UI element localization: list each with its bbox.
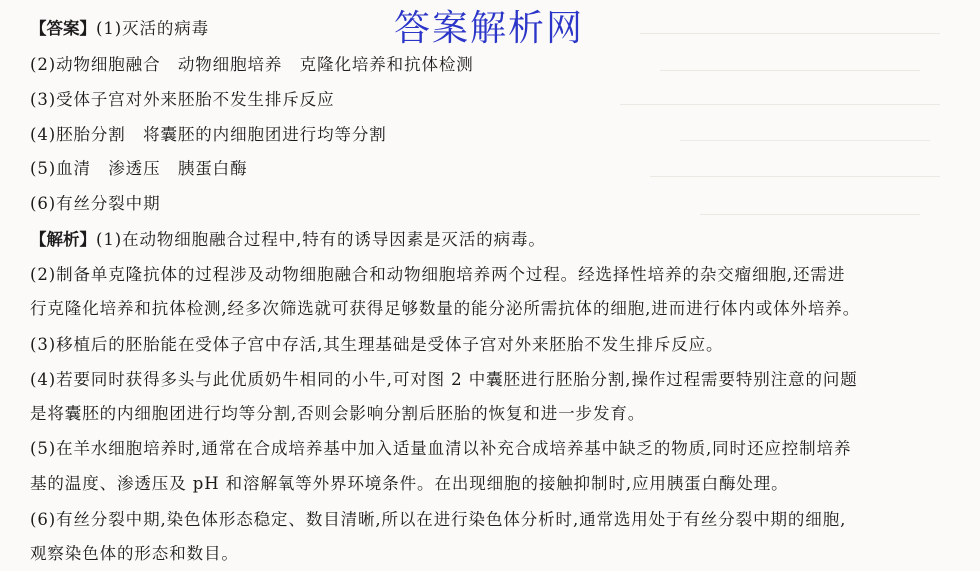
- answer-line-2: [30, 55, 474, 75]
- answer-line-3: [30, 90, 334, 110]
- analysis-text: 基的温度、渗透压及 pH 和溶解氧等外界环境条件。在出现细胞的接触抑制时,应用胰蛋白酶处理。: [30, 474, 789, 493]
- analysis-text: (6)有丝分裂中期,染色体形态稳定、数目清晰,所以在进行染色体分析时,通常选用处于有丝分裂中期的细胞,: [30, 510, 847, 529]
- analysis-line-4: [30, 335, 723, 355]
- analysis-line-10: [30, 544, 239, 564]
- answer-line-4: [30, 125, 387, 145]
- answer-tag: 【答案】: [30, 19, 96, 38]
- analysis-text: (4)若要同时获得多头与此优质奶牛相同的小牛,可对图 2 中囊胚进行胚胎分割,操作过程需要特别注意的问题: [30, 370, 858, 389]
- analysis-line-9: [30, 510, 846, 530]
- analysis-text: 观察染色体的形态和数目。: [30, 544, 239, 563]
- bleed-through-line: [640, 33, 940, 34]
- analysis-text: (5)在羊水细胞培养时,通常在合成培养基中加入适量血清以补充合成培养基中缺乏的物质,同时还应控制培养: [30, 439, 852, 458]
- answer-text: (2)动物细胞融合 动物细胞培养 克隆化培养和抗体检测: [30, 55, 474, 74]
- answer-line-6: [30, 194, 160, 214]
- analysis-line-8: [30, 474, 789, 494]
- answer-text: (1)灭活的病毒: [96, 19, 210, 38]
- analysis-text: (3)移植后的胚胎能在受体子宫中存活,其生理基础是受体子宫对外来胚胎不发生排斥反应。: [30, 335, 724, 354]
- analysis-text: 行克隆化培养和抗体检测,经多次筛选就可获得足够数量的能分泌所需抗体的细胞,进而进行体内或体外培养。: [30, 299, 861, 318]
- answer-text: (6)有丝分裂中期: [30, 194, 161, 213]
- analysis-text: (1)在动物细胞融合过程中,特有的诱导因素是灭活的病毒。: [96, 230, 546, 249]
- site-watermark: 答案解析网: [394, 8, 585, 49]
- answer-line-5: [30, 159, 247, 179]
- analysis-text: (2)制备单克隆抗体的过程涉及动物细胞融合和动物细胞培养两个过程。经选择性培养的杂交瘤细胞,还需进: [30, 265, 846, 284]
- bleed-through-line: [650, 176, 940, 177]
- analysis-tag: 【解析】: [30, 230, 96, 249]
- analysis-line-2: [30, 265, 845, 285]
- bleed-through-line: [660, 70, 920, 71]
- analysis-line-5: [30, 370, 858, 390]
- bleed-through-line: [680, 140, 930, 141]
- answer-text: (5)血清 渗透压 胰蛋白酶: [30, 159, 248, 178]
- analysis-line-7: [30, 439, 851, 459]
- answer-line-1: [30, 19, 209, 39]
- bleed-through-line: [620, 104, 940, 105]
- analysis-line-1: [30, 230, 546, 250]
- bleed-through-line: [700, 214, 920, 215]
- analysis-text: 是将囊胚的内细胞团进行均等分割,否则会影响分割后胚胎的恢复和进一步发育。: [30, 404, 646, 423]
- answer-text: (4)胚胎分割 将囊胚的内细胞团进行均等分割: [30, 125, 387, 144]
- analysis-line-3: [30, 299, 860, 319]
- analysis-line-6: [30, 404, 645, 424]
- answer-text: (3)受体子宫对外来胚胎不发生排斥反应: [30, 90, 335, 109]
